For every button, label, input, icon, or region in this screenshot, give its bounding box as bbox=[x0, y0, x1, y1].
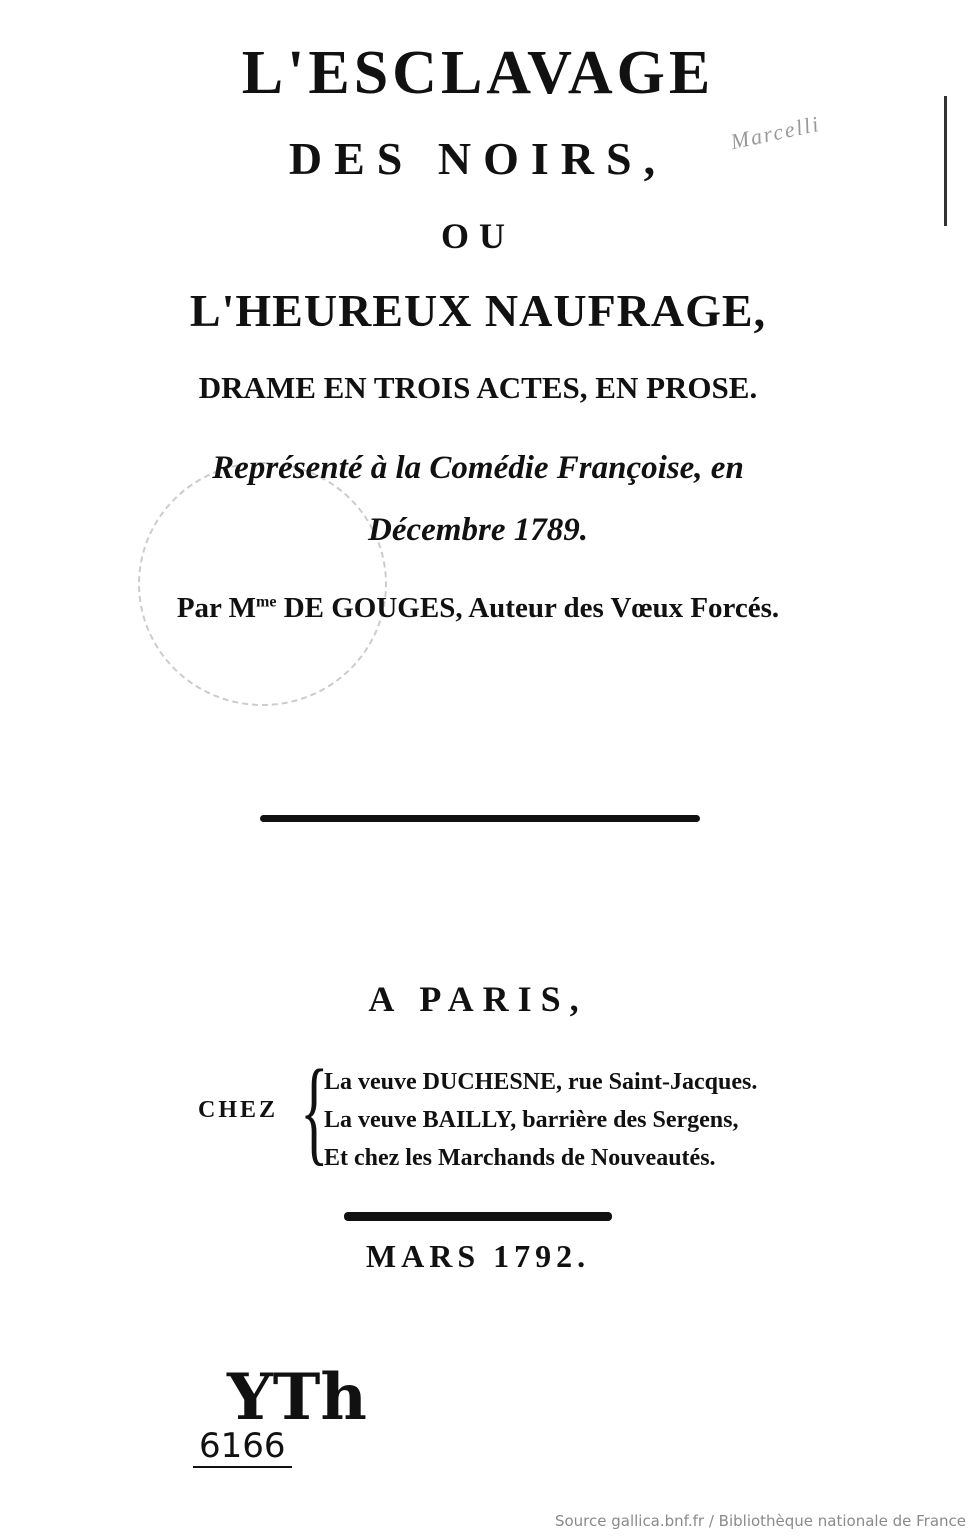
title-line-1: L'ESCLAVAGE bbox=[241, 39, 715, 107]
source-credit: Source gallica.bnf.fr / Bibliothèque nationale de France bbox=[554, 1512, 966, 1530]
imprint-chez: CHEZ bbox=[198, 1097, 279, 1123]
shelfmark-line-2: 6166 bbox=[193, 1426, 292, 1468]
imprint-city: A PARIS, bbox=[368, 979, 588, 1019]
imprint-addresses bbox=[324, 1063, 757, 1177]
author-rest: DE GOUGES, Auteur des Vœux Forcés. bbox=[276, 592, 780, 624]
address-line: La veuve BAILLY, barrière des Sergens, bbox=[324, 1107, 739, 1133]
title-line-4: L'HEUREUX NAUFRAGE, bbox=[189, 285, 767, 336]
shelfmark-stamp bbox=[185, 1360, 367, 1470]
title-line-2: DES NOIRS, bbox=[288, 133, 668, 184]
brace: { bbox=[300, 1045, 329, 1176]
address-line: Et chez les Marchands de Nouveautés. bbox=[324, 1145, 716, 1171]
handwritten-note: Marcelli bbox=[728, 110, 823, 155]
author-prefix: Par M bbox=[176, 592, 257, 624]
performance-line-2: Décembre 1789. bbox=[368, 512, 588, 548]
library-stamp bbox=[138, 462, 387, 706]
divider-rule bbox=[260, 815, 700, 822]
shelfmark-line-1: YTh bbox=[227, 1360, 367, 1435]
performance-line-1: Représenté à la Comédie Françoise, en bbox=[212, 450, 744, 486]
title-line-3: OU bbox=[441, 216, 515, 256]
author-line bbox=[0, 592, 956, 625]
imprint-date: MARS 1792. bbox=[365, 1238, 591, 1274]
address-line: La veuve DUCHESNE, rue Saint-Jacques. bbox=[324, 1069, 758, 1095]
divider-rule bbox=[344, 1212, 612, 1221]
subtitle: DRAME EN TROIS ACTES, EN PROSE. bbox=[198, 370, 758, 405]
author-sup: me bbox=[256, 593, 277, 611]
